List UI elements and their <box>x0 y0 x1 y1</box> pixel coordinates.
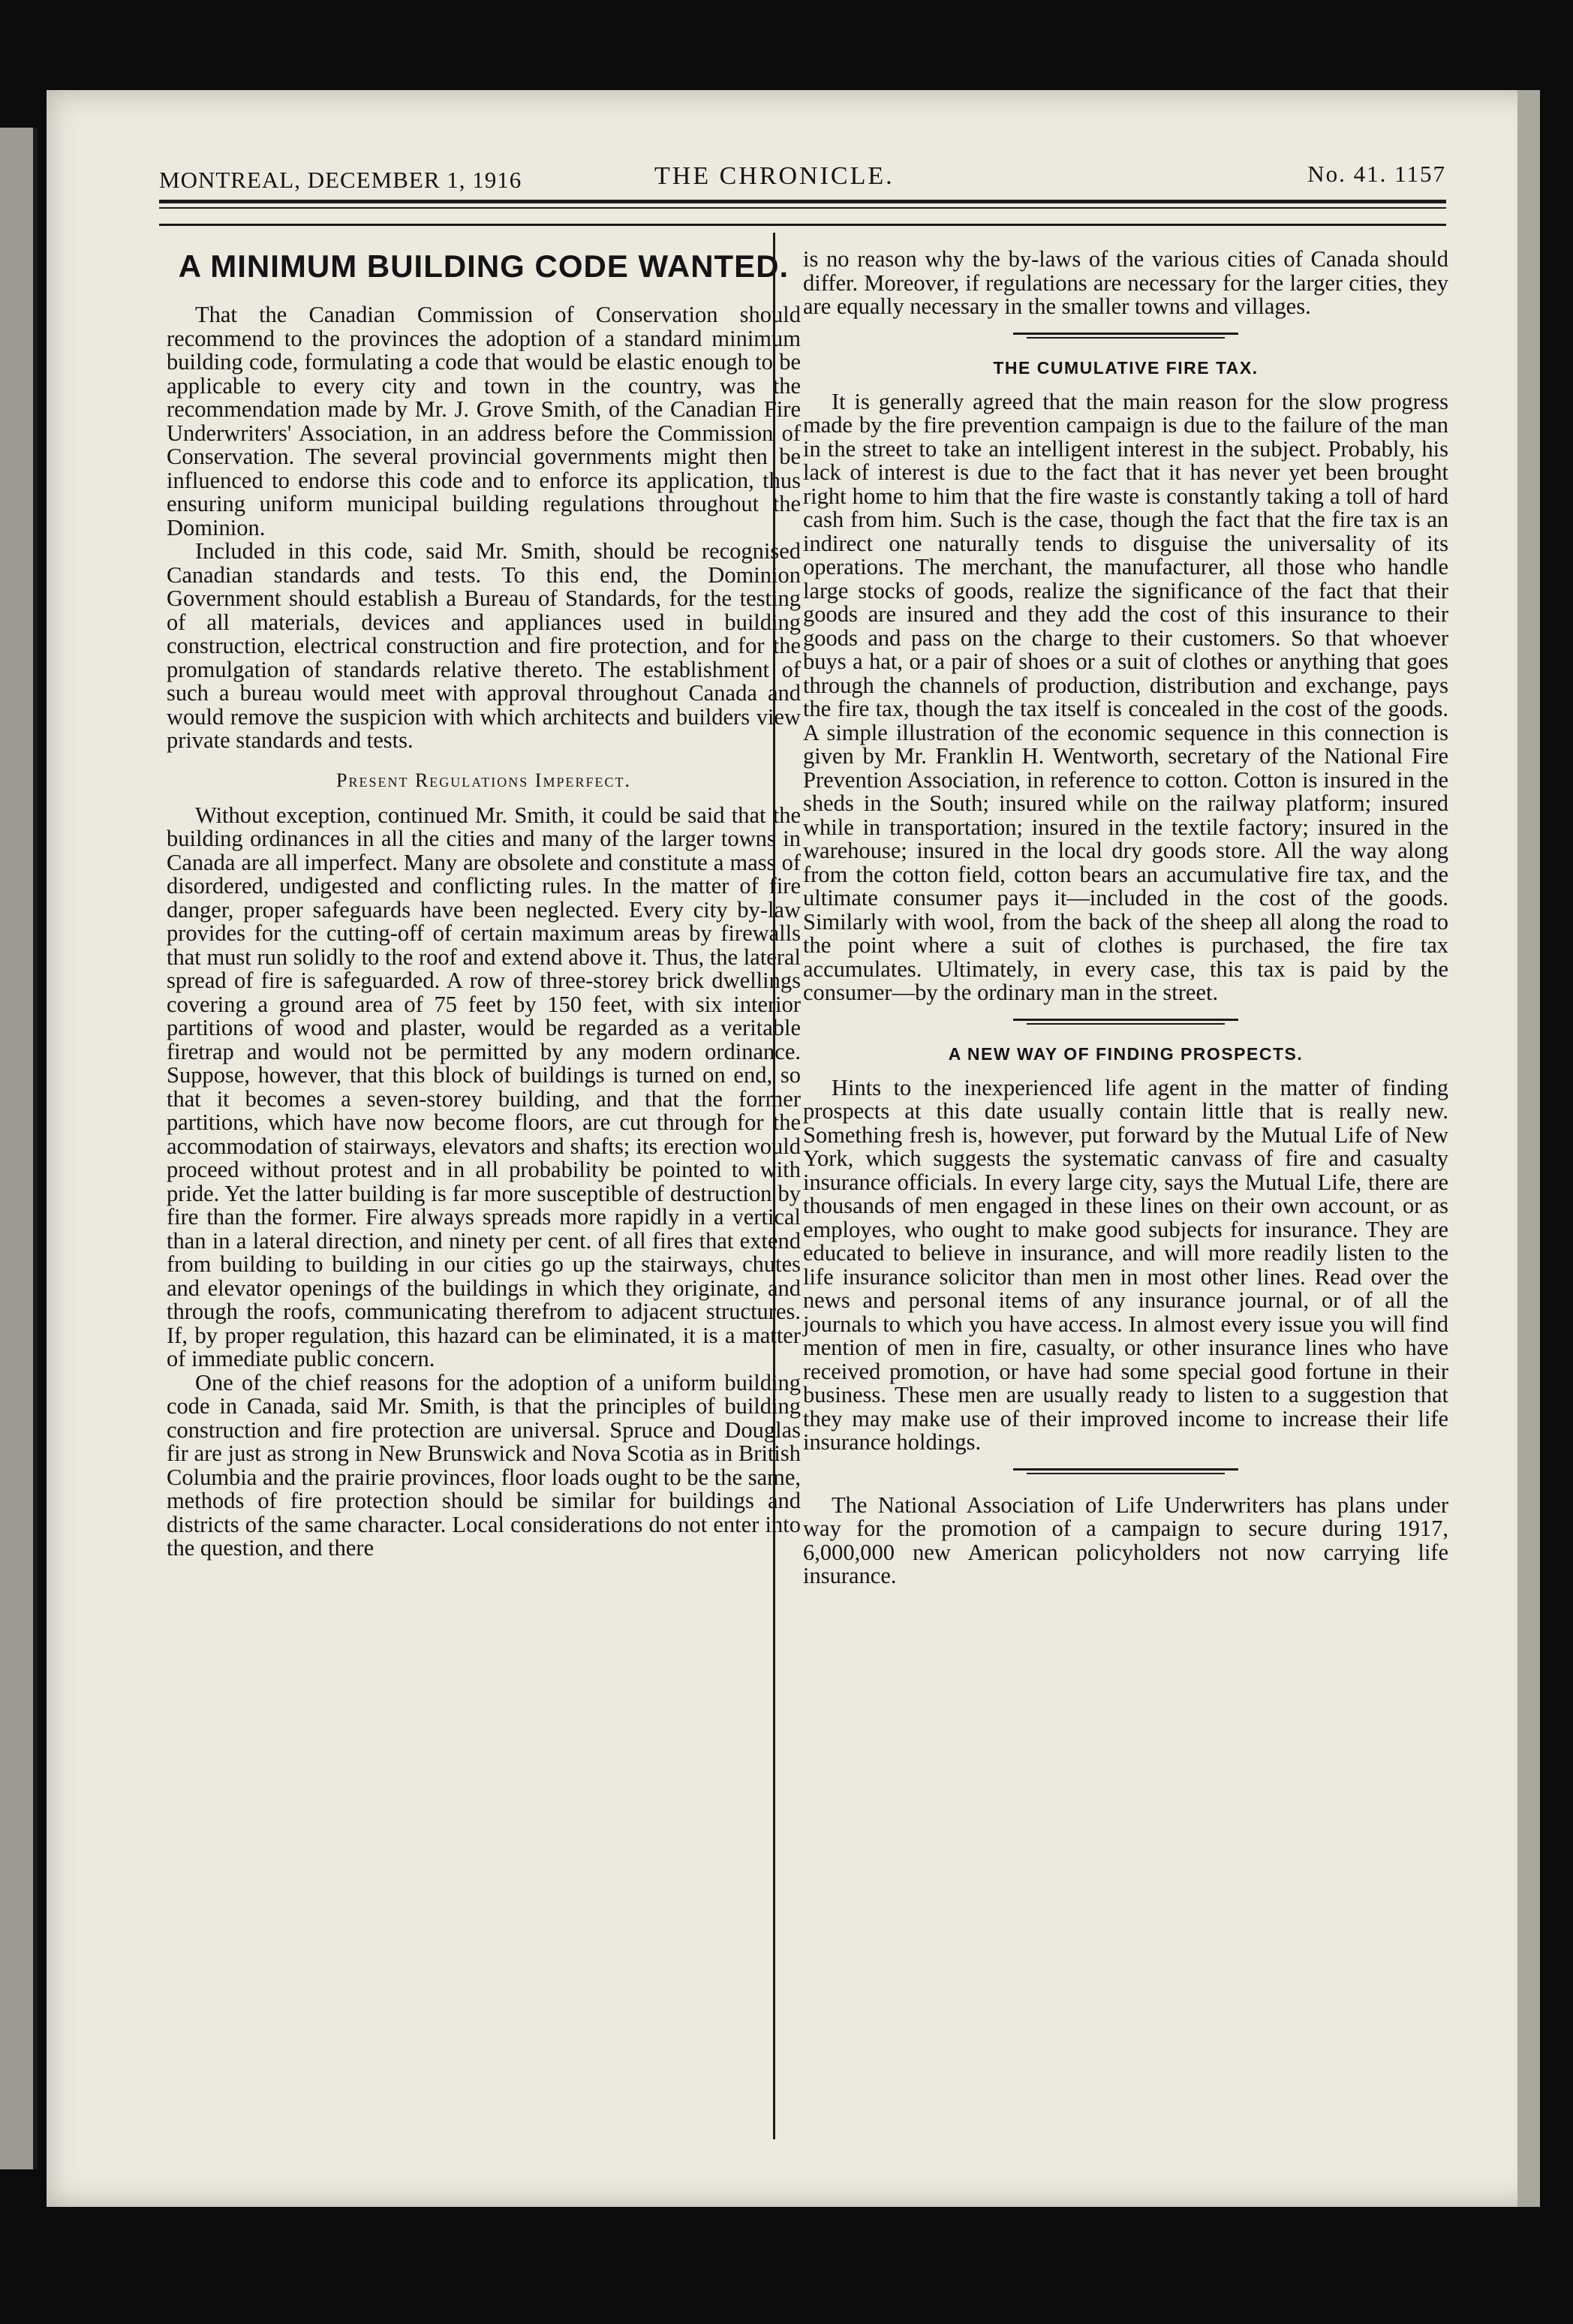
article-paragraph: The National Association of Life Underwriters has plans under way for the promotion of a campaign to secure during 1917, 6,000,000 new American policyholders not now carrying life insurance. <box>803 1492 1448 1588</box>
article-continuation: is no reason why the by-laws of the various cities of Canada should differ. Moreover, if regulations are necessary for the larger cities, they are equally necessary in the smaller towns and villages. <box>803 246 1448 319</box>
article-paragraph: Hints to the inexperienced life agent in the matter of finding prospects at this date usually contain little that is really new. Something fresh is, however, put forward by the Mutual Life of New York, which suggests the systematic canvass of fire and casualty insurance officials. In every large city, says the Mutual Life, there are thousands of men engaged in these lines on their own account, or as employes, who ought to make good subjects for insurance. They are educated to believe in insurance, and will more readily listen to the life insurance solicitor than men in most other lines. Read over the news and personal items of any insurance journal, or of all the journals to which you have access. In almost every issue you will find mention of men in fire, casualty, or other insurance lines who have received promotion, or have had some special good fortune in their business. These men are usually ready to listen to a suggestion that they may make use of their improved income to increase their life insurance holdings. <box>803 1074 1448 1455</box>
article-paragraph: That the Canadian Commission of Conservation should recommend to the provinces the adoption of a standard minimum building code, formulating a code that would be elastic enough to be applicable to every city and town in the country, was the recommendation made by Mr. J. Grove Smith, of the Canadian Fire Underwriters' Association, in an address before the Commission of Conservation. The several provincial governments might then be influenced to endorse this code and to enforce its application, thus ensuring uniform municipal building regulations throughout the Dominion. <box>167 302 801 540</box>
running-header <box>159 161 1446 198</box>
left-column <box>167 248 801 1561</box>
article-title-fire-tax: THE CUMULATIVE FIRE TAX. <box>993 357 1259 378</box>
article-title-building-code: A MINIMUM BUILDING CODE WANTED. <box>178 248 790 284</box>
header-issue-page: No. 41. 1157 <box>1307 161 1446 187</box>
article-paragraph: One of the chief reasons for the adoption of a uniform building code in Canada, said Mr. Smith, is that the principles of building construction and fire protection are universal. Spruce and Douglas fir are just as strong in New Brunswick and Nova Scotia as in British Columbia and the prairie provinces, floor loads ought to be the same, methods of fire protection should be similar for buildings and districts of the same character. Local considerations do not enter into the question, and there <box>167 1369 801 1561</box>
header-rule-lower <box>159 224 1446 226</box>
header-publication: THE CHRONICLE. <box>654 162 895 190</box>
header-rule-thin <box>159 207 1446 209</box>
article-paragraph: It is generally agreed that the main reason for the slow progress made by the fire prevention campaign is due to the failure of the man in the street to take an intelligent interest in the subject. Probably, his lack of interest is due to the fact that it has never yet been brought right home to him that the fire waste is constantly taking a toll of hard cash from him. Such is the case, though the fact that the fire tax is an indirect one naturally tends to disguise the universality of its operations. The merchant, the manufacturer, all those who handle large stocks of goods, realize the significance of the fact that their goods are insured and they add the cost of this insurance to their goods and pass on the charge to their customers. So that whoever buys a hat, or a pair of shoes or a suit of clothes or anything that goes through the channels of production, distribution and exchange, pays the fire tax, though the tax itself is concealed in the cost of the goods. A simple illustration of the economic sequence in this connection is given by Mr. Franklin H. Wentworth, secretary of the National Fire Prevention Association, in reference to cotton. Cotton is insured in the sheds in the South; insured while on the railway platform; insured while in transportation; insured in the textile factory; insured in the warehouse; insured in the local dry goods store. All the way along from the cotton field, cotton bears an accumulative fire tax, and the ultimate consumer pays it—included in the cost of the goods. Similarly with wool, from the back of the sheep all along the road to the point where a suit of clothes is purchased, the fire tax accumulates. Ultimately, in every case, this tax is paid by the consumer—by the ordinary man in the street. <box>803 388 1448 1005</box>
article-paragraph: Without exception, continued Mr. Smith, it could be said that the building ordinances in all the cities and many of the larger towns in Canada are all imperfect. Many are obsolete and constitute a mass of disordered, undigested and conflicting rules. In the matter of fire danger, proper safeguards have been neglected. Every city by-law provides for the cutting-off of certain maximum areas by firewalls that must run solidly to the roof and extend above it. Thus, the lateral spread of fire is safeguarded. A row of three-storey brick dwellings covering a ground area of 75 feet by 150 feet, with six interior partitions of wood and plaster, would be regarded as a veritable firetrap and would not be permitted by any modern ordinance. Suppose, however, that this block of buildings is turned on end, so that it becomes a seven-storey building, and that the former partitions, which have now become floors, are cut through for the accommodation of stairways, elevators and shafts; its erection would proceed without protest and in all probability be pointed to with pride. Yet the latter building is far more susceptible of destruction by fire than the former. Fire always spreads more rapidly in a vertical than in a lateral direction, and ninety per cent. of all fires that extend from building to building in our cities go up the stairways, chutes and elevator openings of the buildings in which they originate, and through the roofs, communicating therefrom to adjacent structures. If, by proper regulation, this hazard can be eliminated, it is a matter of immediate public concern. <box>167 802 801 1371</box>
article-paragraph: Included in this code, said Mr. Smith, should be recognised Canadian standards and tests. To this end, the Dominion Government should establish a Bureau of Standards, for the testing of all materials, devices and appliances used in building construction, electrical construction and fire protection, and for the promulgation of standards relative thereto. The establishment of such a bureau would meet with approval throughout Canada and would remove the suspicion with which architects and builders view private standards and tests. <box>167 538 801 753</box>
section-separator <box>1013 333 1238 339</box>
article-subheading: Present Regulations Imperfect. <box>336 769 631 791</box>
header-dateline: MONTREAL, DECEMBER 1, 1916 <box>159 167 522 193</box>
header-rule <box>159 200 1446 203</box>
article-title-prospects: A NEW WAY OF FINDING PROSPECTS. <box>948 1043 1304 1064</box>
right-column <box>803 248 1448 1588</box>
page-binding-edge <box>1517 90 1540 2207</box>
previous-page-edge <box>0 128 38 2169</box>
section-separator <box>1013 1468 1238 1474</box>
section-separator <box>1013 1019 1238 1025</box>
newspaper-page <box>47 90 1540 2207</box>
